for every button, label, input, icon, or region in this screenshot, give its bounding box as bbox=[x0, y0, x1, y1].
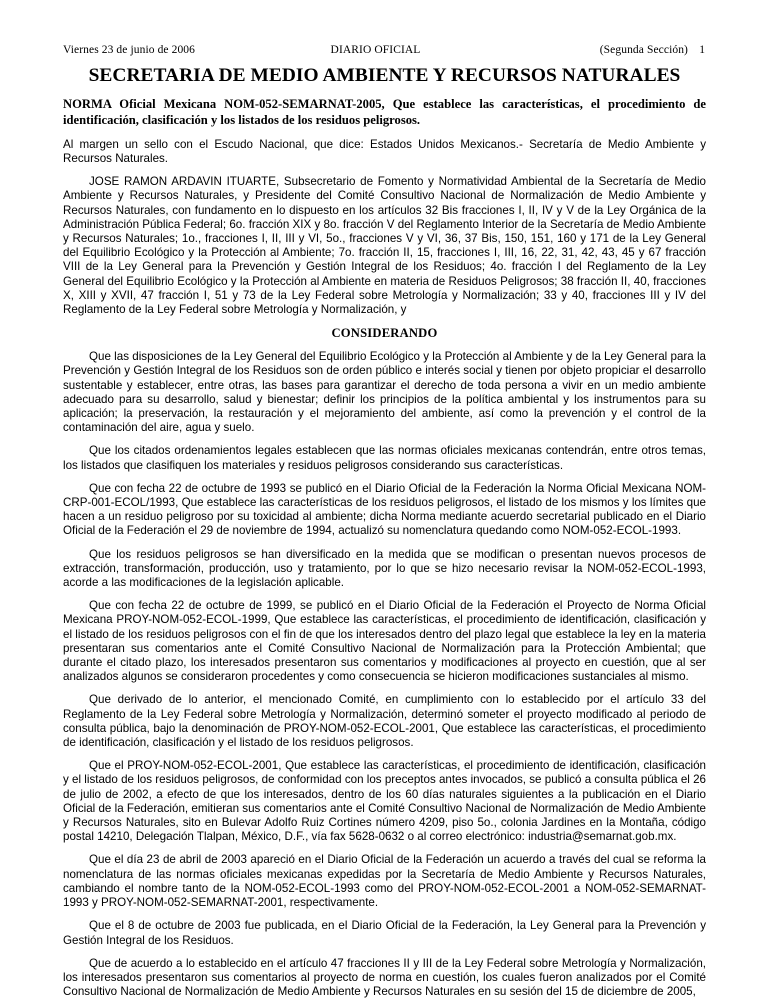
considerando-paragraph: Que el PROY-NOM-052-ECOL-2001, Que establece las características, el procedimiento de identificación, clasificación y el listado de los residuos peligrosos, de conformidad con los preceptos antes invocados, se publicó a consulta pública el 26 de julio de 2002, a efecto de que los interesados, dentro de los 60 días naturales siguientes a la publicación en el Diario Oficial de la Federación, emitieran sus comentarios ante el Comité Consultivo Nacional de Normalización de Medio Ambiente y Recursos Naturales, sito en Bulevar Adolfo Ruiz Cortines número 4209, piso 5o., colonia Jardines en la Montaña, código postal 14210, Delegación Tlalpan, México, D.F., vía fax 5628-0632 o al correo electrónico: industria@semarnat.gob.mx. bbox=[63, 759, 706, 844]
running-head-publication: DIARIO OFICIAL bbox=[330, 44, 421, 56]
considerando-paragraph: Que con fecha 22 de octubre de 1993 se publicó en el Diario Oficial de la Federación la Norma Oficial Mexicana NOM-CRP-001-ECOL/1993, Que establece las características de los residuos peligrosos, el listado de los mismos y los límites que hacen a un residuo peligroso por su toxicidad al ambiente; dicha Norma mediante acuerdo secretarial publicado en el Diario Oficial de la Federación el 29 de noviembre de 1994, actualizó su nomenclatura quedando como NOM-052-ECOL-1993. bbox=[63, 481, 706, 538]
running-head bbox=[63, 44, 706, 60]
considerando-paragraph: Que las disposiciones de la Ley General del Equilibrio Ecológico y la Protección al Ambiente y de la Ley General para la Prevención y Gestión Integral de los Residuos son de orden público e interés social y tienen por objeto propiciar el desarrollo sustentable y establecer, entre otras, las bases para garantizar el derecho de toda persona a vivir en un medio ambiente adecuado para su desarrollo, salud y bienestar; definir los principios de la política ambiental y los instrumentos para su aplicación; la preservación, la restauración y el mejoramiento del ambiente, así como la prevención y el control de la contaminación del aire, agua y suelo. bbox=[63, 350, 706, 435]
considerando-paragraph: Que el día 23 de abril de 2003 apareció en el Diario Oficial de la Federación un acuerdo a través del cual se reforma la nomenclatura de las normas oficiales mexicanas expedidas por la Secretaría de Medio Ambiente y Recursos Naturales, cambiando el nombre tanto de la NOM-052-ECOL-1993 como del PROY-NOM-052-ECOL-2001 a NOM-052-SEMARNAT-1993 y PROY-NOM-052-SEMARNAT-2001, respectivamente. bbox=[63, 853, 706, 910]
preamble-paragraph: JOSE RAMON ARDAVIN ITUARTE, Subsecretario de Fomento y Normatividad Ambiental de la Secretaría de Medio Ambiente y Recursos Naturales, y Presidente del Comité Consultivo Nacional de Normalización de Medio Ambiente y Recursos Naturales, con fundamento en lo dispuesto en los artículos 32 Bis fracciones I, II, IV y V de la Ley Orgánica de la Administración Pública Federal; 6o. fracción XIX y 8o. fracción V del Reglamento Interior de la Secretaría de Medio Ambiente y Recursos Naturales; 1o., fracciones I, II, III y VI, 5o., fracciones V y VI, 36, 37 Bis, 150, 151, 160 y 171 de la Ley General del Equilibrio Ecológico y la Protección al Ambiente; 7o. fracción II, 15, fracciones I, III, 16, 22, 31, 42, 43, 45 y 67 fracción VIII de la Ley General para la Prevención y Gestión Integral de los Residuos; 4o. fracción I del Reglamento de la Ley General del Equilibrio Ecológico y la Protección al Ambiente en materia de Residuos Peligrosos; 38 fracción II, 40, fracciones X, XIII y XVII, 47 fracción I, 51 y 73 de la Ley Federal sobre Metrología y Normalización; 33 y 40, fracciones III y IV del Reglamento de la Ley Federal sobre Metrología y Normalización, y bbox=[63, 175, 706, 316]
running-head-date: Viernes 23 de junio de 2006 bbox=[63, 44, 195, 56]
running-head-section: (Segunda Sección) bbox=[599, 44, 688, 56]
norm-designation: NORMA Oficial Mexicana NOM-052-SEMARNAT-2005, Que establece las características, el procedimiento de identificación, clasificación y los listados de los residuos peligrosos. bbox=[63, 97, 706, 127]
considerando-paragraph: Que los residuos peligrosos se han diversificado en la medida que se modifican o presentan nuevos procesos de extracción, transformación, producción, uso y tratamiento, por lo que se hizo necesario revisar la NOM-052-ECOL-1993, acorde a las modificaciones de la legislación aplicable. bbox=[63, 547, 706, 590]
seal-paragraph: Al margen un sello con el Escudo Nacional, que dice: Estados Unidos Mexicanos.- Secretaría de Medio Ambiente y Recursos Naturales. bbox=[63, 137, 706, 165]
considerando-paragraph: Que los citados ordenamientos legales establecen que las normas oficiales mexicanas contendrán, entre otros temas, los listados que clasifiquen los materiales y residuos peligrosos considerando sus características. bbox=[63, 444, 706, 472]
considerando-paragraph: Que de acuerdo a lo establecido en el artículo 47 fracciones II y III de la Ley Federal sobre Metrología y Normalización, los interesados presentaron sus comentarios al proyecto de norma en cuestión, los cuales fueron analizados por el Comité Consultivo Nacional de Normalización de Medio Ambiente y Recursos Naturales en su sesión del 15 de diciembre de 2005, bbox=[63, 956, 706, 999]
considerando-paragraph: Que el 8 de octubre de 2003 fue publicada, en el Diario Oficial de la Federación, la Ley General para la Prevención y Gestión Integral de los Residuos. bbox=[63, 919, 706, 947]
considerando-paragraph: Que derivado de lo anterior, el mencionado Comité, en cumplimiento con lo establecido por el artículo 33 del Reglamento de la Ley Federal sobre Metrología y Normalización, determinó someter el proyecto modificado al periodo de consulta pública, bajo la denominación de PROY-NOM-052-ECOL-2001, Que establece las características, el procedimiento de identificación, clasificación y el listado de los residuos peligrosos. bbox=[63, 693, 706, 750]
page-title: SECRETARIA DE MEDIO AMBIENTE Y RECURSOS NATURALES bbox=[88, 65, 681, 86]
considerando-paragraph: Que con fecha 22 de octubre de 1999, se publicó en el Diario Oficial de la Federación el Proyecto de Norma Oficial Mexicana PROY-NOM-052-ECOL-1999, Que establece las características, el procedimiento de identificación, clasificación y el listado de los residuos peligrosos con el fin de que los interesados dentro del plazo legal que establece la ley en la materia presentaran sus comentarios ante el Comité Consultivo Nacional de Normalización para la Protección Ambiental; que durante el citado plazo, los interesados presentaron sus comentarios y modificaciones al proyecto en cuestión, que al ser analizados algunos se consideraron procedentes y como consecuencia se hicieron modificaciones sustanciales al mismo. bbox=[63, 599, 706, 684]
page-number: 1 bbox=[699, 44, 705, 56]
considerando-heading: CONSIDERANDO bbox=[331, 326, 438, 341]
